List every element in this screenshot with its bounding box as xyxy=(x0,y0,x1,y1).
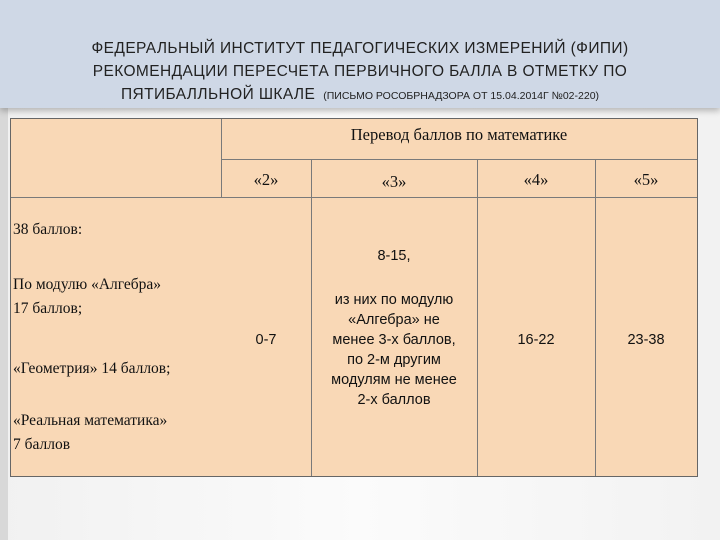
grade-3-condition-line: менее 3-х баллов, xyxy=(332,332,456,348)
grid-line xyxy=(221,159,697,160)
grade-3-condition-line: из них по модулю xyxy=(334,292,454,308)
grade-3-condition-line: по 2-м другим xyxy=(347,352,441,368)
grade-3-condition-line: «Алгебра» не xyxy=(348,312,440,328)
grid-line xyxy=(595,159,596,476)
algebra-line-1: По модулю «Алгебра» xyxy=(13,276,162,293)
geometry-line: «Геометрия» 14 баллов; xyxy=(13,360,171,377)
title-note: (ПИСЬМО РОСОБРНАДЗОРА ОТ 15.04.2014Г №02-220) xyxy=(323,90,600,102)
real-math-line-2: 7 баллов xyxy=(13,436,71,453)
grade-4-range: 16-22 xyxy=(517,332,555,348)
grade-5-range: 23-38 xyxy=(627,332,665,348)
table-header: Перевод баллов по математике xyxy=(350,125,568,144)
total-points: 38 баллов: xyxy=(13,221,83,238)
title-line-3 xyxy=(0,86,720,104)
grade-2-header: «2» xyxy=(253,170,279,189)
slide-header xyxy=(0,0,720,108)
grade-4-header: «4» xyxy=(523,170,549,189)
grade-3-condition-line: 2-х баллов xyxy=(357,392,431,408)
grade-3-header: «3» xyxy=(381,172,407,191)
algebra-line-2: 17 баллов; xyxy=(13,300,83,317)
grade-3-condition-line: модулям не менее xyxy=(331,372,457,388)
real-math-line-1: «Реальная математика» xyxy=(13,412,168,429)
score-table xyxy=(10,118,698,477)
title-line-1: ФЕДЕРАЛЬНЫЙ ИНСТИТУТ ПЕДАГОГИЧЕСКИХ ИЗМЕРЕНИЙ (ФИПИ) xyxy=(91,40,629,57)
grade-3-condition xyxy=(311,290,477,410)
grid-line xyxy=(477,159,478,476)
grade-3-range: 8-15, xyxy=(377,248,411,264)
grade-2-range: 0-7 xyxy=(255,332,277,348)
title-line-3-main: ПЯТИБАЛЛЬНОЙ ШКАЛЕ xyxy=(120,86,316,103)
grade-5-header: «5» xyxy=(633,170,659,189)
title-line-2: РЕКОМЕНДАЦИИ ПЕРЕСЧЕТА ПЕРВИЧНОГО БАЛЛА В ОТМЕТКУ ПО xyxy=(92,63,628,80)
